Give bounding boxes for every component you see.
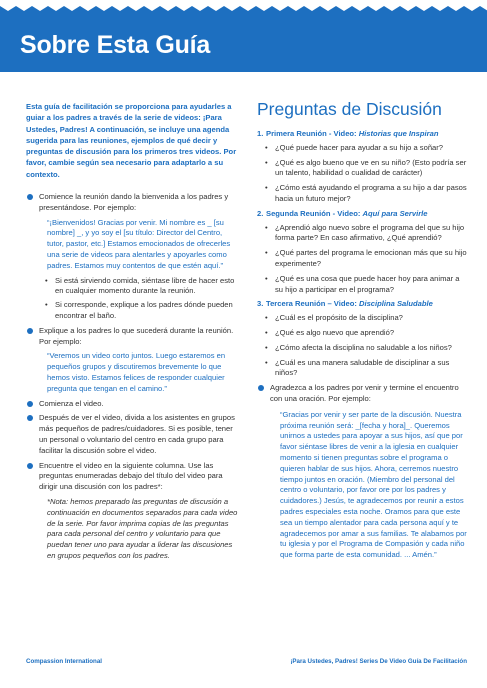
question-list [265, 143, 469, 205]
step-quote: “¡Bienvenidos! Gracias por venir. Mi nombre es _ [su nombre] _, y yo soy el [su título: Director del Centro, tutor, pastor, etc.] Estamos emocionados de ofrecerles una serie de videos para alentarles y apoyarles como padres. Estamos muy contentos de que estén aquí.” [47, 217, 231, 270]
question: • ¿Qué es algo nuevo que aprendió? [265, 328, 469, 339]
step-text: Después de ver el video, divida a los asistentes en grupos más pequeños de padres/cuidadores. Si es posible, tener un personal o voluntario del centro en cada grupo para facilitar la discusión sobre el video. [39, 413, 235, 455]
footer-organization: Compassion International [26, 658, 102, 665]
meeting-item [257, 299, 469, 379]
agenda-step [26, 413, 238, 456]
question: • ¿Qué es algo bueno que ve en su niño? (Esto podría ser un talento, habilidad o cualidad de carácter) [265, 158, 469, 180]
step-subitems [45, 276, 238, 322]
discussion-title: Preguntas de Discusión [257, 99, 442, 119]
agenda-step [257, 383, 469, 561]
meeting-heading [257, 209, 469, 220]
question: • ¿Aprendió algo nuevo sobre el programa del que su hijo forma parte? En caso afirmativo, ¿Qué aprendió? [265, 223, 469, 245]
header-banner [0, 0, 487, 72]
agenda-step [26, 192, 238, 322]
right-column [257, 99, 469, 565]
page-title: Sobre Esta Guía [20, 31, 211, 59]
agenda-step [26, 326, 238, 395]
agenda-step [26, 461, 238, 562]
question: • ¿Qué partes del programa le emocionan más que su hijo experimente? [265, 248, 469, 270]
sub-item: • Si corresponde, explique a los padres dónde pueden encontrar el baño. [45, 300, 238, 322]
left-column [26, 101, 238, 566]
meeting-number: 3. [257, 299, 264, 309]
step-text: Comienza el video. [39, 398, 104, 408]
question-list [265, 223, 469, 296]
step-text: Encuentre el video en la siguiente columna. Use las preguntas enumeradas debajo del título del video para dirigir una discusión con los padres*: [39, 460, 223, 492]
meeting-video-title: Historias que Inspiran [358, 129, 439, 138]
question-list [265, 313, 469, 379]
intro-paragraph: Esta guía de facilitación se proporciona para ayudarles a guiar a los padres a través de la serie de videos: ¡Para Ustedes, Padres! A continuación, se incluye una agenda sugerida para las reuniones, ejemplos de qué decir y preguntas de discusión para los primeros tres videos. Por favor, cambie según sea necesario para adaptarlo a su contexto. [26, 102, 237, 179]
agenda-steps [26, 192, 238, 562]
sub-item: • Si está sirviendo comida, siéntase libre de hacer esto en cualquier momento durante la reunión. [45, 276, 238, 298]
meeting-item [257, 129, 469, 205]
question: • ¿Qué es una cosa que puede hacer hoy para animar a su hijo a participar en el programa? [265, 274, 469, 296]
meeting-video-title: Aquí para Servirle [362, 208, 428, 218]
meeting-label: Segunda Reunión - Video: [266, 208, 363, 218]
footer-series-title: ¡Para Ustedes, Padres! Series De Video Guía De Facilitación [290, 658, 467, 665]
closing-step [257, 383, 469, 561]
step-text: Explique a los padres lo que sucederá durante la reunión. Por ejemplo: [39, 325, 234, 346]
closing-quote: “Gracias por venir y ser parte de la discusión. Nuestra próxima reunión será: _[fecha y hora]_. Queremos unirnos a ustedes para apoyar a sus hijos, así que por favor siéntase libres de venir a la iglesia en cualquier momento si tienen preguntas sobre el programa o quieren hablar de sus hijos. Ahora, cerremos nuestro tiempo juntos en oración. (Miembro del personal del centro o voluntario, por favor ore por los padres y cuidadores.) Jesús, te agradecemos por reunir a estos padres especiales esta noche. Oramos para que este sea un tiempo alentador para cada persona aquí y te agradecemos por amar a sus familias. Te alabamos por tu iglesia y por el Programa de Compasión y cada niño que forma parte de esta comunidad. ... Amén.” [280, 409, 467, 560]
step-text: Agradezca a los padres por venir y termine el encuentro con una oración. Por ejemplo: [270, 383, 459, 403]
meeting-number: 1. [257, 129, 264, 138]
step-note: *Nota: hemos preparado las preguntas de discusión a continuación en documentos separados para cada video de la serie. Por favor imprima copias de las preguntas para cada personal del centro y voluntario para que puedan tener uno para ayudar a liderar las discusiones en grupos pequeños con los padres. [47, 497, 238, 560]
question: • ¿Cuál es el propósito de la disciplina? [265, 313, 469, 324]
step-quote: “Veremos un video corto juntos. Luego estaremos en pequeños grupos y discutiremos brevemente lo que hemos visto. Estamos felices de responder cualquier pregunta que tengan en el camino.” [47, 351, 226, 393]
meetings-list [257, 129, 469, 379]
meeting-video-title: Disciplina Saludable [358, 299, 433, 309]
meeting-heading [257, 129, 469, 140]
meeting-heading [257, 299, 469, 310]
question: • ¿Qué puede hacer para ayudar a su hijo a soñar? [265, 143, 469, 154]
question: • ¿Cómo afecta la disciplina no saludable a los niños? [265, 343, 469, 354]
meeting-item [257, 209, 469, 296]
meeting-number: 2. [257, 208, 264, 218]
meeting-label: Primera Reunión - Video: [266, 129, 359, 138]
question: • ¿Cómo está ayudando el programa a su hijo a dar pasos hacia un futuro mejor? [265, 183, 469, 205]
agenda-step [26, 399, 238, 410]
meeting-label: Tercera Reunión – Video: [266, 299, 359, 309]
question: • ¿Cuál es una manera saludable de disciplinar a sus niños? [265, 358, 469, 380]
step-text: Comience la reunión dando la bienvenida a los padres y presentándose. Por ejemplo: [39, 192, 229, 212]
